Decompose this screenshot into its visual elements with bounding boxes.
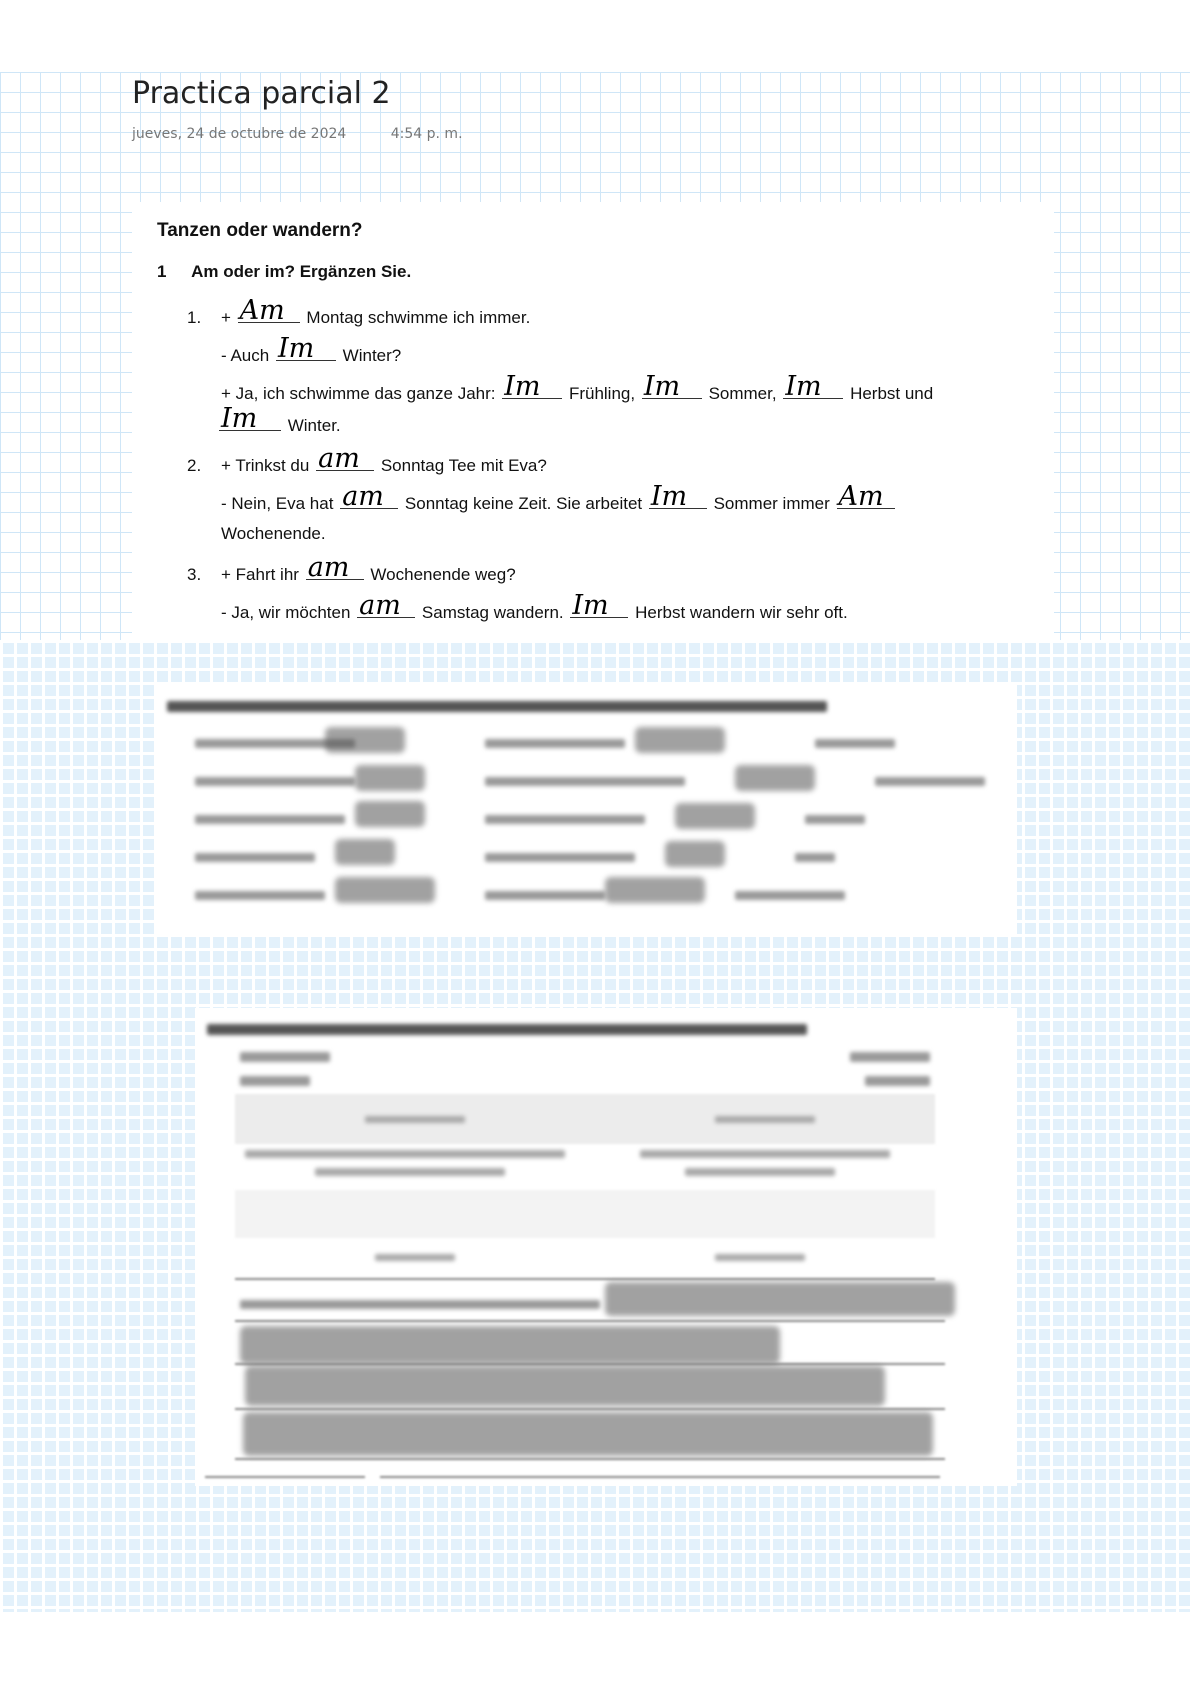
- task-number: 1: [157, 262, 167, 281]
- worksheet-heading: Tanzen oder wandern?: [157, 220, 363, 241]
- handwritten-answer: Im: [221, 403, 258, 434]
- item-2a: 2. + Trinkst du am Sonntag Tee mit Eva?: [187, 443, 547, 475]
- handwritten-answer: Im: [572, 590, 609, 621]
- task-instruction: [157, 262, 411, 282]
- task-text: Am oder im? Ergänzen Sie.: [191, 262, 412, 281]
- worksheet-image-3-blurred: [195, 1008, 1017, 1486]
- answer-blank: [502, 371, 562, 402]
- handwritten-answer: Am: [838, 481, 884, 512]
- page-title: Practica parcial 2: [132, 76, 391, 111]
- answer-blank: [357, 590, 415, 621]
- page-time: 4:54 p. m.: [390, 126, 463, 142]
- handwritten-answer: Im: [650, 481, 688, 512]
- answer-blank: [649, 481, 707, 512]
- answer-blank: [837, 481, 895, 512]
- item-3b: - Ja, wir möchten am Samstag wandern. Im Herbst wandern wir sehr oft.: [221, 590, 848, 622]
- handwritten-answer: Im: [643, 371, 681, 402]
- handwritten-answer: Im: [277, 333, 315, 364]
- item-2b: - Nein, Eva hat am Sonntag keine Zeit. Sie arbeitet Im Sommer immer Am: [221, 490, 897, 514]
- answer-blank: [219, 403, 281, 434]
- handwritten-answer: Im: [504, 371, 541, 402]
- page-timestamp: [132, 126, 503, 142]
- handwritten-answer: Am: [239, 295, 285, 326]
- handwritten-answer: am: [318, 443, 360, 474]
- worksheet-image-1: [132, 202, 1054, 640]
- handwritten-answer: am: [359, 590, 401, 621]
- answer-blank: [340, 481, 398, 512]
- item-1a: 1. + Am Montag schwimme ich immer.: [187, 295, 531, 327]
- blurred-content: [195, 1008, 1017, 1486]
- answer-blank: [316, 443, 374, 474]
- answer-blank: [238, 295, 300, 326]
- page-date: jueves, 24 de octubre de 2024: [132, 126, 347, 142]
- answer-blank: [642, 371, 702, 402]
- answer-blank: [783, 371, 843, 402]
- item-1c: + Ja, ich schwimme das ganze Jahr: Im Frühling, Im Sommer, Im Herbst und: [221, 371, 934, 403]
- blurred-content: [155, 683, 1017, 935]
- answer-blank: [570, 590, 628, 621]
- handwritten-answer: am: [307, 552, 350, 583]
- worksheet-image-2-blurred: [155, 683, 1017, 935]
- handwritten-answer: Im: [785, 371, 822, 402]
- item-1b: - Auch Im Winter?: [221, 333, 402, 365]
- answer-blank: [276, 333, 336, 364]
- answer-blank: [306, 552, 364, 583]
- item-1d: Im Winter.: [221, 403, 341, 435]
- item-2c: Wochenende.: [221, 524, 326, 543]
- item-3a: 3. + Fahrt ihr am Wochenende weg?: [187, 552, 516, 584]
- handwritten-answer: am: [342, 481, 384, 512]
